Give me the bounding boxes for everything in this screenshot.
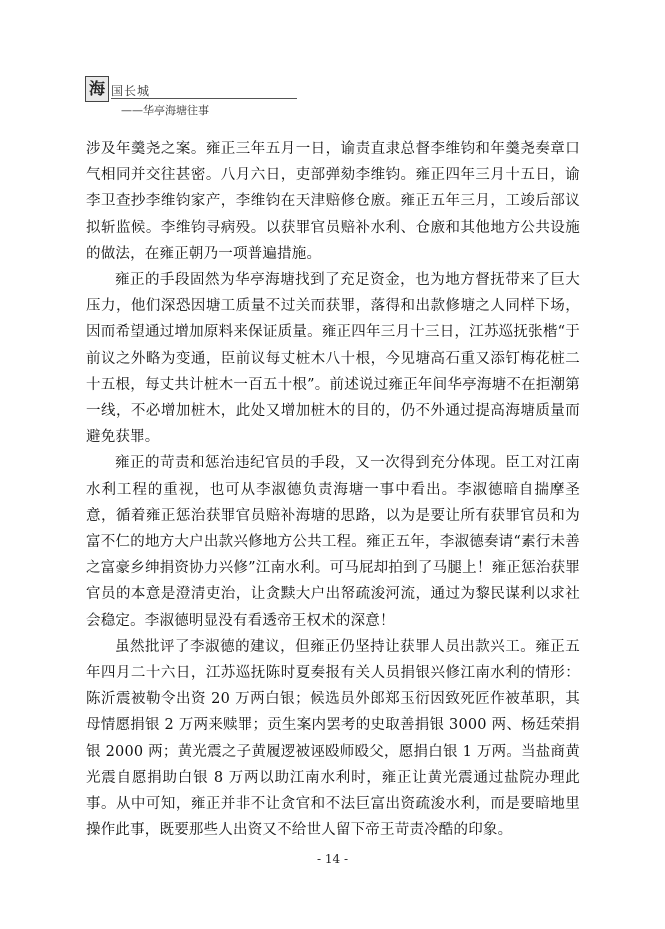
- paragraph-1: 涉及年羹尧之案。雍正三年五月一日，谕责直隶总督李维钧和年羹尧奏章口气相同并交往甚密。八月六日，吏部弹劾李维钧。雍正四年三月十五日，谕李卫查抄李维钧家产，李维钧在天津赔修仓廒。雍正五年三月，工竣后部议拟斩监候。李维钧寻病殁。以获罪官员赔补水利、仓廒和其他地方公共设施的做法，在雍正朝乃一项普遍措施。: [86, 141, 580, 262]
- paragraph-3: 雍正的苛责和惩治违纪官员的手段，又一次得到充分体现。臣工对江南水利工程的重视，也可从李淑德负责海塘一事中看出。李淑德暗自揣摩圣意，循着雍正惩治获罪官员赔补海塘的思路，以为是要让所有获罪官员和为富不仁的地方大户出款兴修地方公共工程。雍正五年，李淑德奏请“素行未善之富豪乡绅捐资协力兴修”江南水利。可马屁却拍到了马腿上！雍正惩治获罪官员的本意是澄清吏治，让贪黩大户出帑疏浚河流，通过为黎民谋利以求社会稳定。李淑德明显没有看透帝王权术的深意！: [86, 455, 580, 629]
- body-text: [86, 136, 580, 843]
- paragraph-2: 雍正的手段固然为华亭海塘找到了充足资金，也为地方督抚带来了巨大压力，他们深恐因塘工质量不过关而获罪，落得和出款修塘之人同样下场，因而希望通过增加原料来保证质量。雍正四年三月十三日，江苏巡抚张楷“于前议之外略为变通，臣前议每丈桩木八十根，今见塘高石重又添钉梅花桩二十五根，每丈共计桩木一百五十根”。前述说过雍正年间华亭海塘不在拒潮第一线，不必增加桩木，此处又增加桩木的目的，仍不外通过提高海塘质量而避免获罪。: [86, 272, 580, 446]
- book-title: ——华亭海塘往事: [121, 104, 209, 117]
- page-number: - 14 -: [316, 852, 348, 866]
- header-rule: [111, 98, 297, 99]
- series-logo: 海: [85, 76, 109, 102]
- series-title: 国长城: [111, 84, 151, 98]
- running-header: [85, 76, 305, 116]
- paragraph-4: 虽然批评了李淑德的建议，但雍正仍坚持让获罪人员出款兴工。雍正五年四月二十六日，江苏巡抚陈时夏奏报有关人员捐银兴修江南水利的情形：陈沂震被勒令出资 20 万两白银；候选员外郎郑玉衍因致死匠作被革职，其母情愿捐银 2 万两来赎罪；贡生案内罢考的史取善捐银 3000 两、杨廷荣捐银 2000 两；黄光震之子黄履逻被诬殴师殴父，愿捐白银 1 万两。当盐商黄光震自愿捐助白银 8 万两以助江南水利时，雍正让黄光震通过盐院办理此事。从中可知，雍正并非不让贪官和不法巨富出资疏浚水利，而是要暗地里操作此事，既要那些人出资又不给世人留下帝王苛责冷酷的印象。: [86, 638, 580, 839]
